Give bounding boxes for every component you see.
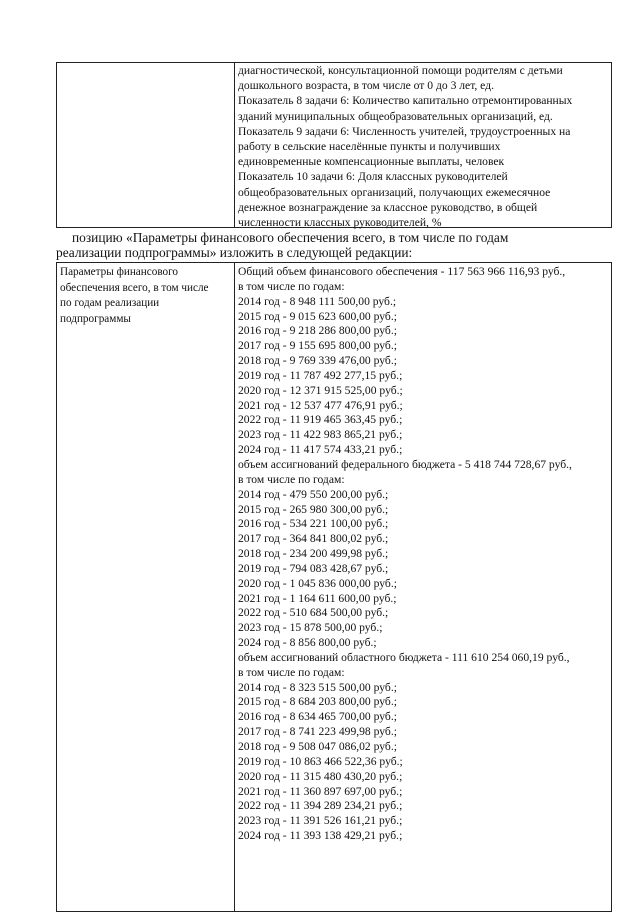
financing-parameters-values-cell [238, 265, 609, 844]
indicator-text-line: денежное вознаграждение за классное руководство, в общей [238, 200, 538, 214]
total-year-line: 2016 год - 9 218 286 800,00 руб.; [238, 324, 397, 338]
regional-year-line: 2020 год - 11 315 480 430,20 руб.; [238, 769, 403, 783]
federal-year-line: 2024 год - 8 856 800,00 руб.; [238, 636, 377, 650]
indicator-text-line: Показатель 8 задачи 6: Количество капитально отремонтированных [238, 94, 573, 108]
by-years-caption: в том числе по годам: [238, 279, 345, 293]
regional-year-line: 2017 год - 8 741 223 499,98 руб.; [238, 725, 397, 739]
indicators-table-left-cell [57, 63, 235, 227]
federal-year-line: 2023 год - 15 878 500,00 руб.; [238, 621, 383, 635]
by-years-caption: в том числе по годам: [238, 472, 345, 486]
amendment-paragraph-line: реализации подпрограммы» изложить в следующей редакции: [56, 245, 413, 260]
federal-year-line: 2020 год - 1 045 836 000,00 руб.; [238, 576, 397, 590]
amendment-paragraph [56, 230, 616, 260]
indicator-text-line: единовременные компенсационные выплаты, человек [238, 155, 505, 169]
by-years-caption: в том числе по годам: [238, 665, 345, 679]
regional-year-line: 2024 год - 11 393 138 429,21 руб.; [238, 829, 403, 843]
label-line: подпрограммы [60, 312, 131, 325]
indicator-text-line: работу в сельские населённые пункты и получивших [238, 140, 501, 154]
total-year-line: 2023 год - 11 422 983 865,21 руб.; [238, 428, 403, 442]
total-year-line: 2020 год - 12 371 915 525,00 руб.; [238, 383, 403, 397]
total-year-line: 2024 год - 11 417 574 433,21 руб.; [238, 443, 403, 457]
indicator-text-line: диагностической, консультационной помощи родителям с детьми [238, 64, 563, 77]
indicator-text-line: Показатель 10 задачи 6: Доля классных руководителей [238, 170, 508, 184]
indicators-table-right-cell [238, 63, 607, 230]
indicator-text-line: численности классных руководителей, % [238, 216, 442, 230]
regional-year-line: 2018 год - 9 508 047 086,02 руб.; [238, 740, 397, 753]
indicator-text-line: дошкольного возраста, в том числе от 0 до 3 лет, ед. [238, 79, 494, 93]
regional-budget-line: объем ассигнований областного бюджета - 111 610 254 060,19 руб., [238, 650, 570, 664]
federal-year-line: 2015 год - 265 980 300,00 руб.; [238, 502, 389, 516]
regional-year-line: 2015 год - 8 684 203 800,00 руб.; [238, 695, 397, 709]
total-financing-line: Общий объем финансового обеспечения - 117 563 966 116,93 руб., [238, 265, 566, 278]
federal-year-line: 2021 год - 1 164 611 600,00 руб.; [238, 591, 397, 605]
financing-parameters-table [56, 262, 612, 912]
total-year-line: 2021 год - 12 537 477 476,91 руб.; [238, 398, 403, 412]
regional-year-line: 2021 год - 11 360 897 697,00 руб.; [238, 784, 403, 798]
label-line: обеспечения всего, в том числе [60, 281, 209, 294]
amendment-paragraph-line: позицию «Параметры финансового обеспечения всего, в том числе по годам [72, 230, 509, 245]
total-year-line: 2015 год - 9 015 623 600,00 руб.; [238, 309, 397, 323]
regional-year-line: 2014 год - 8 323 515 500,00 руб.; [238, 680, 397, 694]
regional-year-line: 2019 год - 10 863 466 522,36 руб.; [238, 754, 403, 768]
indicator-text-line: зданий муниципальных общеобразовательных организаций, ед. [238, 109, 553, 123]
federal-year-line: 2022 год - 510 684 500,00 руб.; [238, 606, 389, 620]
regional-year-line: 2022 год - 11 394 289 234,21 руб.; [238, 799, 403, 813]
total-year-line: 2022 год - 11 919 465 363,45 руб.; [238, 413, 403, 427]
total-year-line: 2019 год - 11 787 492 277,15 руб.; [238, 368, 403, 382]
label-line: по годам реализации [60, 297, 160, 310]
total-year-line: 2018 год - 9 769 339 476,00 руб.; [238, 354, 397, 368]
indicators-table-continuation [56, 62, 612, 228]
indicator-text-line: общеобразовательных организаций, получающих ежемесячное [238, 185, 551, 199]
federal-year-line: 2016 год - 534 221 100,00 руб.; [238, 517, 389, 531]
total-year-line: 2017 год - 9 155 695 800,00 руб.; [238, 339, 397, 353]
federal-year-line: 2018 год - 234 200 499,98 руб.; [238, 547, 389, 561]
federal-year-line: 2014 год - 479 550 200,00 руб.; [238, 487, 389, 501]
total-year-line: 2014 год - 8 948 111 500,00 руб.; [238, 294, 397, 308]
federal-year-line: 2017 год - 364 841 800,02 руб.; [238, 532, 389, 546]
federal-year-line: 2019 год - 794 083 428,67 руб.; [238, 561, 389, 575]
indicator-text-line: Показатель 9 задачи 6: Численность учителей, трудоустроенных на [238, 124, 571, 138]
label-line: Параметры финансового [60, 266, 179, 278]
regional-year-line: 2023 год - 11 391 526 161,21 руб.; [238, 814, 403, 828]
regional-year-line: 2016 год - 8 634 465 700,00 руб.; [238, 710, 397, 724]
financing-parameters-label-cell [57, 263, 235, 911]
federal-budget-line: объем ассигнований федерального бюджета - 5 418 744 728,67 руб., [238, 457, 572, 471]
